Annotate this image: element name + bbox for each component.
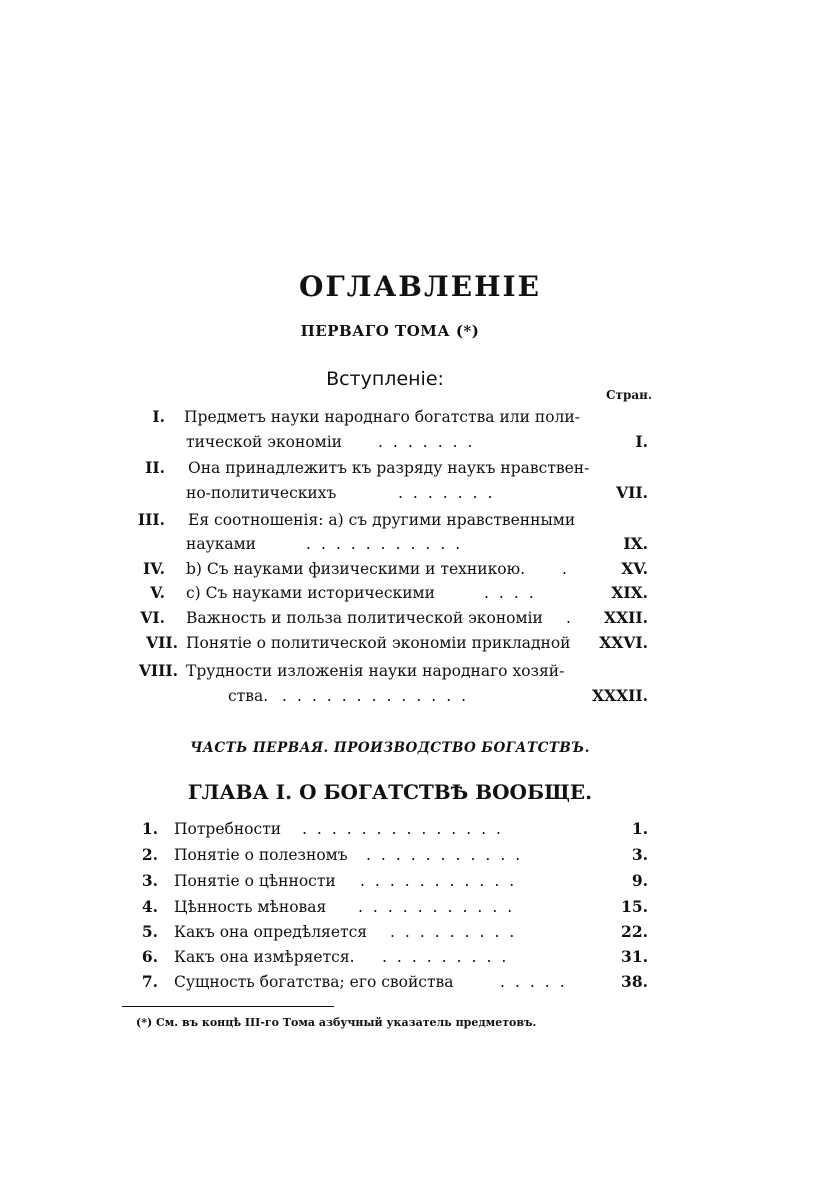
leader-dots: ......... — [382, 948, 517, 966]
chapter-entry — [0, 869, 840, 893]
toc-entry-number: I. — [152, 407, 165, 426]
toc-entry-number: VII. — [146, 633, 178, 652]
chapter-entry-text: Понятіе о цѣнности — [174, 872, 336, 890]
chapter-entry-page: 15. — [621, 897, 648, 916]
toc-entry-text: Ея соотношенія: а) съ другими нравственными — [188, 511, 576, 529]
chapter-entry-page: 1. — [631, 819, 648, 838]
page-subtitle — [0, 322, 780, 340]
chapter-entry-number: 6. — [141, 947, 158, 966]
chapter-entry-text: Какъ она измѣряется. — [174, 948, 355, 966]
toc-entry — [0, 659, 840, 683]
toc-entry — [0, 631, 840, 655]
chapter-entry-text: Сущность богатства; его свойства — [174, 973, 454, 991]
chapter-entry — [0, 920, 840, 944]
toc-entry-text: Понятіе о политической экономіи прикладной — [186, 634, 571, 652]
toc-entry-continuation — [0, 481, 840, 505]
chapter-entry-number: 3. — [141, 871, 158, 890]
toc-entry-number: VI. — [140, 608, 165, 627]
toc-entry — [0, 606, 840, 630]
chapter-entry-page: 22. — [621, 922, 648, 941]
leader-dots: ............. — [282, 687, 477, 705]
chapter-entry — [0, 945, 840, 969]
leader-dots: ....... — [378, 433, 483, 451]
chapter-entry-number: 4. — [141, 897, 158, 916]
toc-entry-text: тической экономіи — [186, 433, 342, 451]
toc-entry-text: b) Съ науками физическими и техникою. — [186, 560, 526, 578]
chapter-entry — [0, 817, 840, 841]
toc-entry-number: IV. — [143, 559, 165, 578]
leader-dots: .... — [484, 584, 544, 602]
chapter-entry-page: 38. — [621, 972, 648, 991]
toc-entry-text: ства. — [228, 687, 269, 705]
toc-entry — [0, 557, 840, 581]
toc-entry-page: XXXII. — [592, 686, 648, 705]
toc-entry-page: XXVI. — [599, 633, 648, 652]
leader-dots: . — [562, 560, 577, 578]
footnote: (*) См. въ концѣ III-го Тома азбучный указатель предметовъ. — [136, 1016, 537, 1029]
toc-entry-number: VIII. — [138, 661, 178, 680]
leader-dots: ........... — [360, 872, 525, 890]
chapter-entry-number: 5. — [141, 922, 158, 941]
part-heading: ЧАСТЬ ПЕРВАЯ. ПРОИЗВОДСТВО БОГАТСТВЪ. — [190, 740, 590, 756]
subtitle-text: ПЕРВАГО ТОМА — [300, 322, 451, 340]
toc-entry-text: c) Съ науками историческими — [186, 584, 435, 602]
chapter-entry-text: Потребности — [174, 820, 282, 838]
leader-dots: ....... — [398, 484, 503, 502]
footnote-rule — [122, 1006, 334, 1007]
intro-heading: Вступленіе: — [326, 368, 444, 390]
chapter-entry — [0, 843, 840, 867]
chapter-entry-number: 2. — [141, 845, 158, 864]
toc-entry — [0, 581, 840, 605]
toc-entry-text: Важность и польза политической экономіи — [186, 609, 543, 627]
leader-dots: ........... — [358, 898, 523, 916]
subtitle-footnote-mark: (*) — [455, 322, 480, 340]
toc-entry-continuation — [0, 532, 840, 556]
toc-entry-page: XV. — [621, 559, 648, 578]
toc-entry-page: IX. — [623, 534, 648, 553]
leader-dots: . — [566, 609, 581, 627]
leader-dots: ......... — [390, 923, 525, 941]
toc-entry-page: XXII. — [604, 608, 648, 627]
chapter-entry-page: 3. — [631, 845, 648, 864]
toc-entry-page: I. — [635, 432, 648, 451]
toc-entry-text: Она принадлежитъ къ разряду наукъ нравствен- — [188, 459, 590, 477]
chapter-heading: ГЛАВА I. О БОГАТСТВѢ ВООБЩЕ. — [187, 780, 593, 804]
toc-entry-text: Трудности изложенія науки народнаго хозяй- — [186, 662, 565, 680]
toc-entry-text: но-политическихъ — [186, 484, 337, 502]
toc-entry-page: VII. — [616, 483, 648, 502]
toc-entry-text: Предметъ науки народнаго богатства или поли- — [184, 408, 580, 426]
chapter-entry — [0, 895, 840, 919]
toc-entry-continuation — [0, 430, 840, 454]
chapter-entry-text: Цѣнность мѣновая — [174, 898, 327, 916]
chapter-entry-text: Какъ она опредѣляется — [174, 923, 368, 941]
toc-entry-page: XIX. — [611, 583, 648, 602]
toc-entry — [0, 456, 840, 480]
leader-dots: ........... — [306, 535, 471, 553]
toc-entry-number: II. — [145, 458, 165, 477]
leader-dots: ..... — [500, 973, 575, 991]
chapter-entry-text: Понятіе о полезномъ — [174, 846, 348, 864]
toc-entry-number: III. — [137, 510, 165, 529]
chapter-entry-number: 1. — [141, 819, 158, 838]
toc-entry-text: науками — [186, 535, 257, 553]
chapter-entry-number: 7. — [141, 972, 158, 991]
page-title: ОГЛАВЛЕНІЕ — [299, 270, 541, 303]
toc-entry — [0, 508, 840, 532]
leader-dots: ........... — [366, 846, 531, 864]
chapter-entry-page: 31. — [621, 947, 648, 966]
chapter-entry — [0, 970, 840, 994]
toc-entry-number: V. — [150, 583, 165, 602]
toc-entry-continuation — [0, 684, 840, 708]
leader-dots: .............. — [302, 820, 511, 838]
chapter-entry-page: 9. — [631, 871, 648, 890]
toc-entry — [0, 405, 840, 429]
page-column-label: Стран. — [606, 388, 653, 402]
